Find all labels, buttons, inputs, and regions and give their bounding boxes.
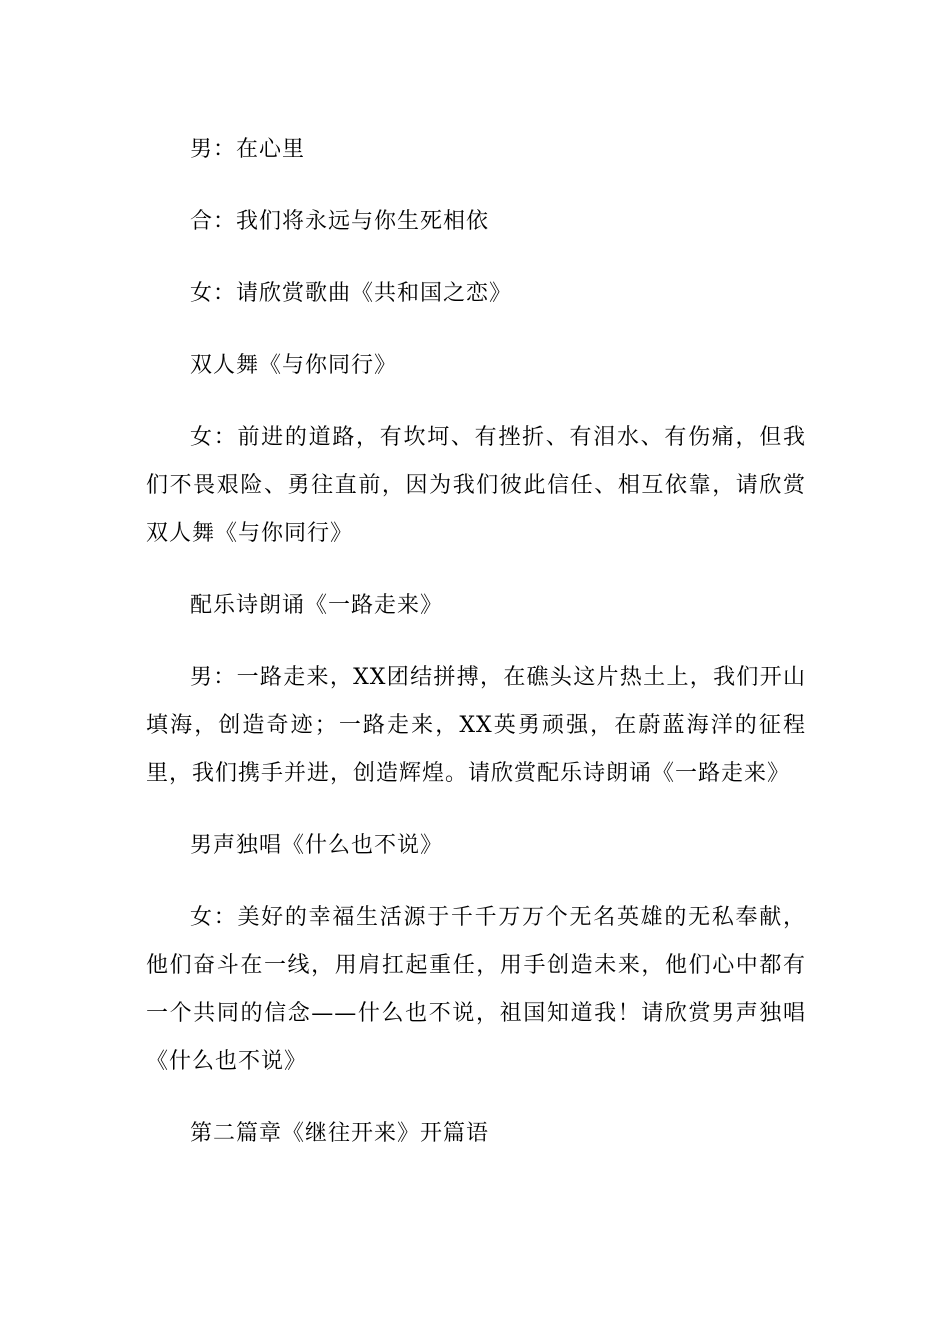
chapter-two-heading: 第二篇章《继往开来》开篇语 <box>190 1121 490 1146</box>
paragraph-male-line: 男：在心里 <box>190 137 306 162</box>
paragraph-poetry-recital-intro: 男：一路走来，XX团结拼搏，在礁头这片热土上，我们开山填海，创造奇迹；一路走来，XX英勇顽强，在蔚蓝海洋的征程里，我们携手并进，创造辉煌。请欣赏配乐诗朗诵《一路走来》 <box>146 665 806 786</box>
paragraph-female-song-intro: 女：请欣赏歌曲《共和国之恋》 <box>190 281 513 306</box>
paragraph-male-solo-intro: 女：美好的幸福生活源于千千万万个无名英雄的无私奉献，他们奋斗在一线，用肩扛起重任，用手创造未来，他们心中都有一个共同的信念——什么也不说，祖国知道我！请欣赏男声独唱《什么也不说》 <box>146 905 806 1074</box>
paragraph-chorus-line: 合：我们将永远与你生死相依 <box>190 209 490 234</box>
document-body <box>146 126 806 1158</box>
program-title-male-solo: 男声独唱《什么也不说》 <box>190 833 444 858</box>
program-title-duet-dance: 双人舞《与你同行》 <box>190 353 398 378</box>
paragraph-duet-dance-intro: 女：前进的道路，有坎坷、有挫折、有泪水、有伤痛，但我们不畏艰险、勇往直前，因为我们彼此信任、相互依靠，请欣赏双人舞《与你同行》 <box>146 425 806 546</box>
program-title-poetry-recital: 配乐诗朗诵《一路走来》 <box>190 593 444 618</box>
